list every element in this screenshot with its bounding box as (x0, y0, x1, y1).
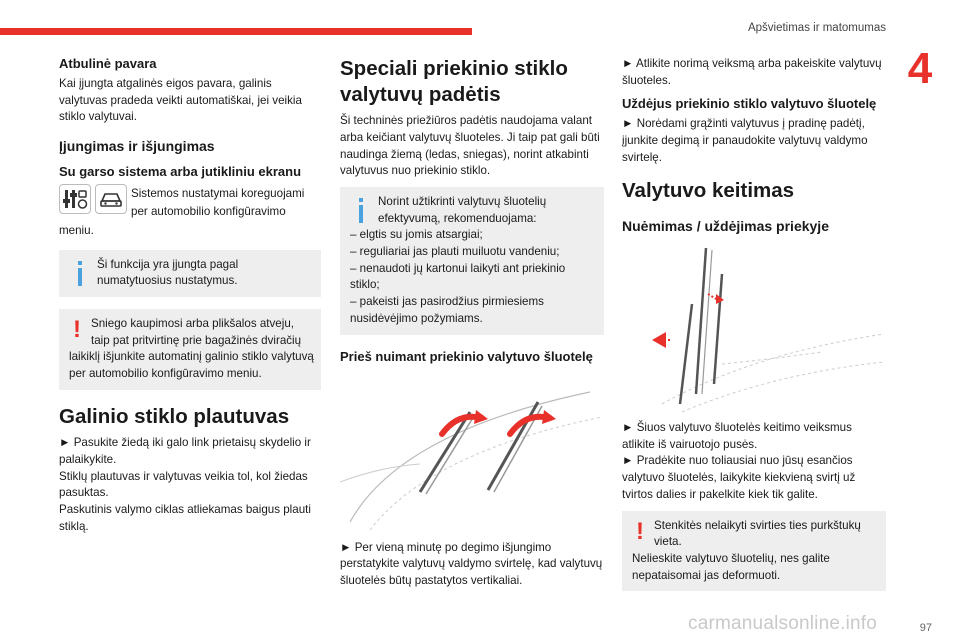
settings-text: Sistemos nustatymai koreguojami per automobilio konfigūravimo meniu. (59, 186, 305, 237)
column-2 (340, 56, 604, 597)
care-info-note (340, 187, 604, 335)
lift-step-2: ► Pradėkite nuo toliausiai nuo jūsų esančios valytuvo šluotelės, laikykite kiekvieną svirtį už tvirtos dalies ir pakelkite kiek tik galite. (622, 454, 856, 501)
onoff-heading: Įjungimas ir išjungimas (59, 138, 215, 155)
nozzle-warning-line-1: Stenkitės nelaikyti svirties ties purkštukų vieta. (654, 518, 861, 549)
chapter-number: 4 (907, 44, 933, 93)
after-mounting-text: ► Norėdami grąžinti valytuvus į pradinę padėtį, įjunkite degimą ir panaudokite valytuvų valdymo svirtelę. (622, 117, 868, 164)
care-info-intro: Norint užtikrinti valytuvų šluotelių efektyvumą, rekomenduojama: (378, 195, 547, 225)
after-mounting-heading: Uždėjus priekinio stiklo valytuvo šluotelę (622, 96, 877, 112)
watermark: carmanualsonline.info (688, 613, 878, 634)
rear-washer-text-2: Paskutinis valymo ciklas atliekamas baigus plauti stiklą. (59, 503, 311, 533)
info-icon (354, 198, 368, 224)
info-note-text: Ši funkcija yra įjungta pagal numatytuosius nustatymus. (97, 257, 239, 288)
settings-sliders-icon (59, 184, 91, 214)
special-position-heading: Speciali priekinio stiklo valytuvų padėtis (340, 57, 568, 106)
warning-note-text: Sniego kaupimosi arba plikšalos atveju, taip pat pritvirtinę prie bagažinės dviračių laikiklį išjunkite automatinį galinio stiklo valytuvą per automobilio konfigūravimo meniu. (69, 317, 314, 381)
header-accent-bar (0, 28, 472, 35)
rear-gear-heading: Atbulinė pavara (59, 56, 157, 71)
settings-row (59, 184, 321, 240)
front-removal-heading: Nuėmimas / uždėjimas priekyje (622, 218, 829, 235)
before-removing-heading: Prieš nuimant priekinio valytuvo šluotelę (340, 348, 593, 364)
column-3 (622, 56, 886, 603)
rear-washer-step: ► Pasukite žiedą iki galo link prietaisų skydelio ir palaikykite. (59, 436, 311, 467)
wiper-vertical-figure (340, 372, 604, 532)
wiper-replacement-heading: Valytuvo keitimas (622, 179, 795, 203)
special-position-text: Ši techninės priežiūros padėtis naudojama valant arba keičiant valytuvų šluoteles. Ji taip pat gali būti naudinga žiemą (ledas, sniegas), norint atkabinti valytuvus nuo priekinio stiklo. (340, 114, 600, 178)
page-number: 97 (919, 622, 932, 634)
wiper-lift-figure (622, 244, 886, 414)
page-section-title: Apšvietimas ir matomumas (747, 22, 886, 34)
care-item-2: – reguliariai jas plauti muiluotu vandeniu; (350, 245, 560, 259)
info-icon (73, 261, 87, 287)
lift-step-1: ► Šiuos valytuvo šluotelės keitimo veiksmus atlikite iš vairuotojo pusės. (622, 421, 852, 451)
rear-gear-text: Kai įjungta atgalinės eigos pavara, galinis valytuvas pradeda veikti automatiškai, jei veikia stiklo valytuvai. (59, 77, 302, 124)
warning-icon: ! (73, 316, 81, 343)
rear-washer-heading: Galinio stiklo plautuvas (59, 404, 290, 428)
column-1 (59, 56, 321, 543)
warning-note (59, 309, 321, 390)
vehicle-settings-icon (95, 184, 127, 214)
info-note (59, 250, 321, 297)
replace-step-text: ► Atlikite norimą veiksmą arba pakeiskite valytuvų šluoteles. (622, 57, 882, 87)
rear-washer-text-1: Stiklų plautuvas ir valytuvas veikia tol, kol žiedas pasuktas. (59, 469, 308, 500)
sound-system-heading: Su garso sistema arba jutikliniu ekranu (59, 163, 302, 179)
care-item-4: – pakeisti jas pasirodžius pirmiesiems nusidėvėjimo požymiams. (350, 295, 544, 325)
nozzle-warning-note (622, 511, 886, 592)
care-item-3: – nenaudoti jų kartonui laikyti ant priekinio stiklo; (350, 261, 566, 292)
nozzle-warning-line-2: Nelieskite valytuvo šluotelių, nes galite nepataisomai jas deformuoti. (632, 551, 830, 582)
warning-icon: ! (636, 517, 644, 545)
care-item-1: – elgtis su jomis atsargiai; (350, 228, 483, 242)
after-figure-text: ► Per vieną minutę po degimo išjungimo perstatykite valytuvų valdymo svirtelę, kad valytuvų šluotelės būtų pastatytos vertikaliai. (340, 540, 603, 587)
